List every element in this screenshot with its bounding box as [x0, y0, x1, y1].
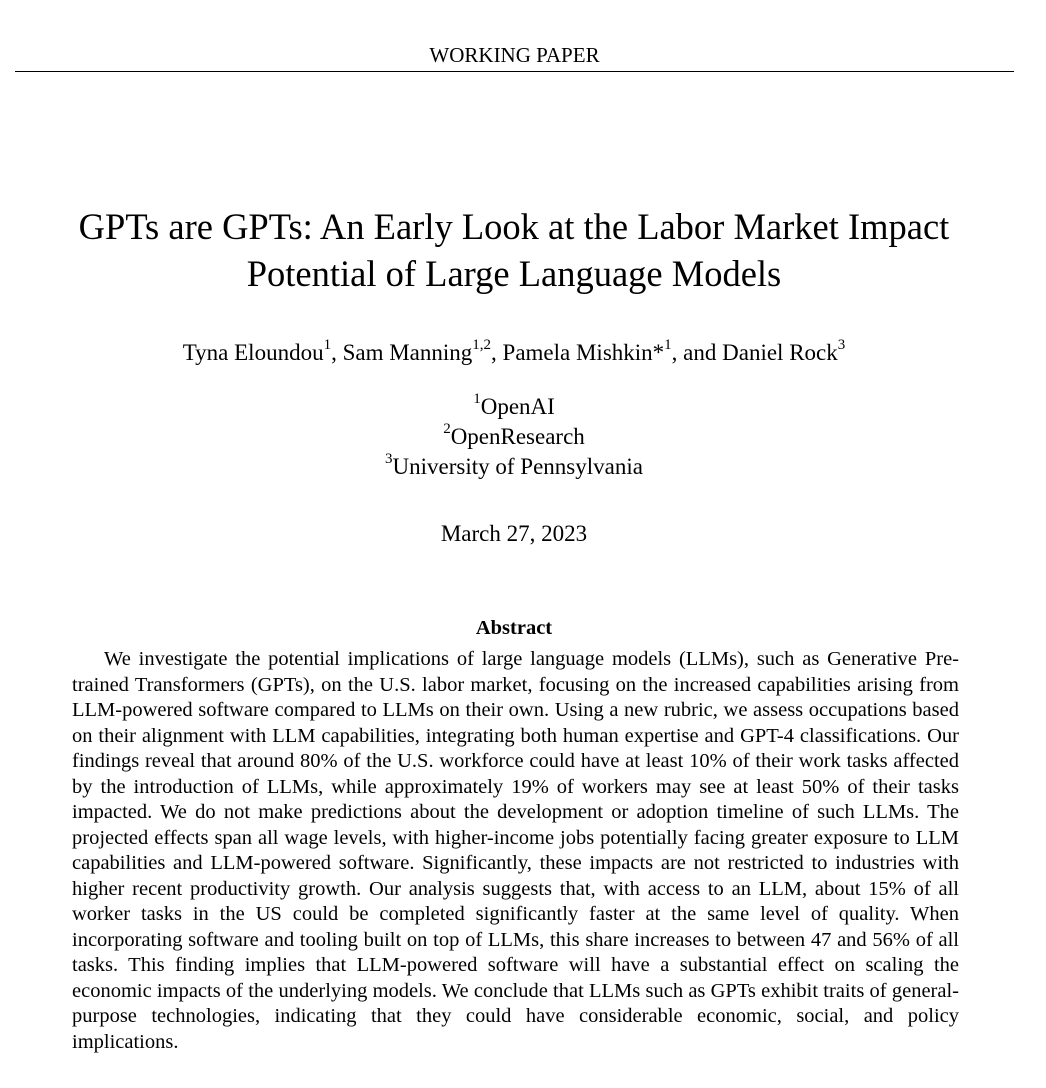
affiliation — [0, 452, 1028, 482]
affiliation-list — [0, 392, 1028, 482]
paper-title — [0, 203, 1028, 297]
author-name: Sam Manning — [342, 340, 473, 365]
affiliation-mark: 1 — [473, 391, 481, 408]
affiliation — [0, 422, 1028, 452]
affiliation-mark: 2 — [443, 421, 451, 438]
header-rule — [15, 71, 1014, 72]
author-name: Pamela Mishkin* — [502, 340, 665, 365]
author-name: Tyna Eloundou — [182, 340, 324, 365]
author-affiliation-mark: 1 — [664, 337, 672, 354]
affiliation-mark: 3 — [385, 451, 393, 468]
author-affiliation-mark: 3 — [837, 337, 846, 354]
affiliation-name: University of Pennsylvania — [392, 454, 643, 479]
title-line-1: GPTs are GPTs: An Early Look at the Labor Market Impact — [78, 206, 950, 247]
author-affiliation-mark: 1 — [323, 337, 332, 354]
author-separator: , — [491, 340, 503, 365]
affiliation-name: OpenResearch — [450, 424, 585, 449]
publication-date: March 27, 2023 — [440, 521, 588, 546]
author-list — [0, 338, 1028, 368]
affiliation-name: OpenAI — [480, 394, 555, 419]
author-separator: , — [331, 340, 343, 365]
affiliation — [0, 392, 1028, 422]
running-header: WORKING PAPER — [429, 43, 600, 67]
author-affiliation-mark: 1,2 — [472, 337, 492, 354]
author-separator: , and — [671, 340, 723, 365]
title-line-2: Potential of Large Language Models — [246, 253, 782, 294]
abstract-text: We investigate the potential implications of large language models (LLMs), such as Generative Pre-trained Transformers (GPTs), on the U.S. labor market, focusing on the increased capabilities arising from LLM-powered software compared to LLMs on their own. Using a new rubric, we assess occupations based on their alignment with LLM capabilities, integrating both human expertise and GPT-4 classifications. Our findings reveal that around 80% of the U.S. workforce could have at least 10% of their work tasks affected by the introduction of LLMs, while approximately 19% of workers may see at least 50% of their tasks impacted. We do not make predictions about the development or adoption timeline of such LLMs. The projected effects span all wage levels, with higher-income jobs potentially facing greater exposure to LLM capabilities and LLM-powered software. Significantly, these impacts are not restricted to industries with higher recent productivity growth. Our analysis suggests that, with access to an LLM, about 15% of all worker tasks in the US could be completed significantly faster at the same level of quality. When incorporating software and tooling built on top of LLMs, this share increases to between 47 and 56% of all tasks. This finding implies that LLM-powered software will have a substantial effect on scaling the economic impacts of the underlying models. We conclude that LLMs such as GPTs exhibit traits of general-purpose technologies, indicating that they could have considerable economic, social, and policy implications. — [72, 648, 959, 1053]
abstract-heading: Abstract — [475, 617, 553, 639]
author-name: Daniel Rock — [722, 340, 838, 365]
